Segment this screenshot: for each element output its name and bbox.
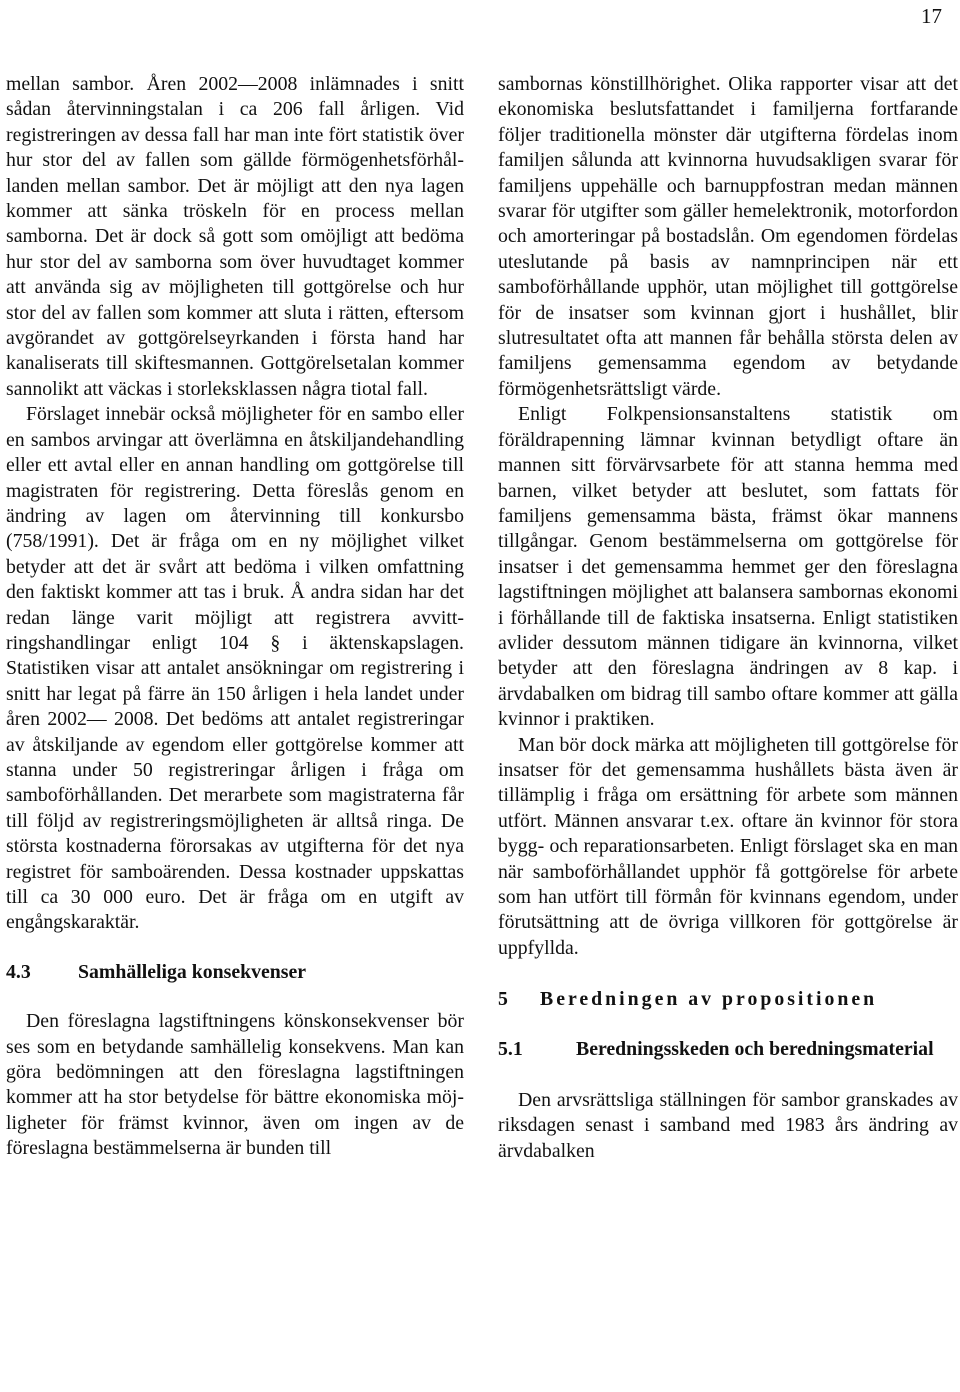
paragraph: Enligt Folkpensionsanstaltens statistik om föräldrapenning lämnar kvinnan betydligt oftare än mannen sitt förvärvsarbete för att stanna hemma med barnen, vilket betyder att beslutet, som fattats för familjens gemensamma bästa, främst ökar mannens tillgångar. Genom bestämmelserna om gottgörelse för insatser i det gemensamma hemmet ger den föreslagna lagstiftningen möjlighet att balansera sambornas ekonomi i förhållande till de faktiska insatserna. Enligt statistiken avlider dessutom männen tidigare än kvinnorna, vilket betyder att den föreslagna ändringen av 8 kap. i ärvdabalken om bidrag till sambo oftare kommer att gälla kvinnor i praktiken. xyxy=(498,403,958,731)
chapter-title: Beredningen av propositionen xyxy=(540,988,878,1011)
paragraph: Den föreslagna lagstiftningens könskonsekvenser bör ses som en betydande samhällelig konsekvens. Man kan göra bedömningen att den föreslagna lagstiftningen kommer att ha stor betydelse för bättre ekonomiska möjligheter för främst kvinnor, även om ingen av de föreslagna bestämmelserna är bunden till xyxy=(6,1010,464,1160)
section-heading-5-1 xyxy=(498,1037,958,1062)
paragraph: Man bör dock märka att möjligheten till gottgörelse för insatser för det gemensamma hushållets bästa även är tillämplig i fråga om ersättning för arbete som männen utfört. Männen ansvarar t.ex. oftare än kvinnor för stora bygg- och reparationsarbeten. Enligt förslaget ska en man när samboförhållandet upphör få gottgörelse för arbete som han utfört till förmån för kvinnans egendom, under förutsättning att de övriga villkoren för gottgörelse är uppfyllda. xyxy=(498,733,958,959)
page-number: 17 xyxy=(921,4,942,28)
section-heading-4-3 xyxy=(6,960,464,985)
section-number: 5.1 xyxy=(498,1037,523,1060)
section-title: Beredningsskeden och beredningsmaterial xyxy=(576,1037,934,1060)
paragraph: Förslaget innebär också möjligheter för en sambo eller en sambos arvingar att överlämna en åtskiljandehandling eller ett avtal eller en annan handling om gottgörelse till magistraten för registrering. Detta föreslås genom en ändring av lagen om återvinning till konkursbo (758/1991). Det är fråga om en ny möjlighet vilket betyder att det är svårt att bedöma i vilken omfattning den faktiskt kommer att tas i bruk. Å andra sidan har det redan länge varit möjligt att registrera avvittringshandlingar enligt 104 § i äktenskapslagen. Statistiken visar att antalet ansökningar om registrering i snitt har legat på färre än 150 årligen i hela landet under åren 2002— 2008. Det bedöms att antalet registreringar av åtskiljande av egendom eller gottgörelse kommer att stanna under 50 registreringar årligen i fråga om samboförhållanden. Det merarbete som magistraterna får till följd av registreringsmöjligheten är alltså ringa. De största kostnaderna förorsakas av utgifterna för det nya registret för samboärenden. Dessa kostnader uppskattas till ca 30 000 euro. Det är fråga om en utgift av engångskaraktär. xyxy=(6,403,464,934)
paragraph: sambornas könstillhörighet. Olika rapporter visar att det ekonomiska beslutsfattandet i familjerna fortfarande följer traditionella mönster där utgifterna fördelas inom familjen sålunda att kvinnorna huvudsakligen svarar för familjens uppehälle och barnuppfostran medan männen svarar för utgifter som gäller hemelektronik, motorfordon och amorteringar på bostadslån. Om egendomen fördelas uteslutande på basis av namnprincipen när ett samboförhållande upphör, utan möjlighet till gottgörelse för de insatser som kvinnan gjort i hushållet, blir slutresultatet ofta att mannen får behålla största delen av familjens gemensamma egendom av betydande förmögenhetsrättsligt värde. xyxy=(498,73,958,400)
right-column xyxy=(498,72,958,1164)
section-title: Samhälleliga konsekvenser xyxy=(78,960,307,983)
chapter-heading-5 xyxy=(498,987,958,1012)
paragraph: mellan sambor. Åren 2002—2008 inlämnades i snitt sådan återvinningstalan i ca 206 fall årligen. Vid registreringen av dessa fall har man inte fört statistik över hur stor del av fallen som gällde förmögenhetsförhållanden mellan sambor. Det är möjligt att den nya lagen kommer att sänka tröskeln för en process mellan samborna. Det är dock så gott som omöjligt att bedöma hur stor del av samborna som över huvudtaget kommer att använda sig av möjligheten till gottgörelse och hur stor del av fallen som kommer att sluta i rätten, eftersom avgörandet av gottgörelseyrkanden i första hand har kanaliserats till skiftesmannen. Gottgörelsetalan kommer sannolikt att väckas i storleksklassen några tiotal fall. xyxy=(6,73,464,400)
left-column xyxy=(6,72,464,1162)
chapter-number: 5 xyxy=(498,988,508,1011)
paragraph: Den arvsrättsliga ställningen för sambor granskades av riksdagen senast i samband med 1983 års ändring av ärvdabalken xyxy=(498,1089,958,1162)
section-number: 4.3 xyxy=(6,960,31,983)
